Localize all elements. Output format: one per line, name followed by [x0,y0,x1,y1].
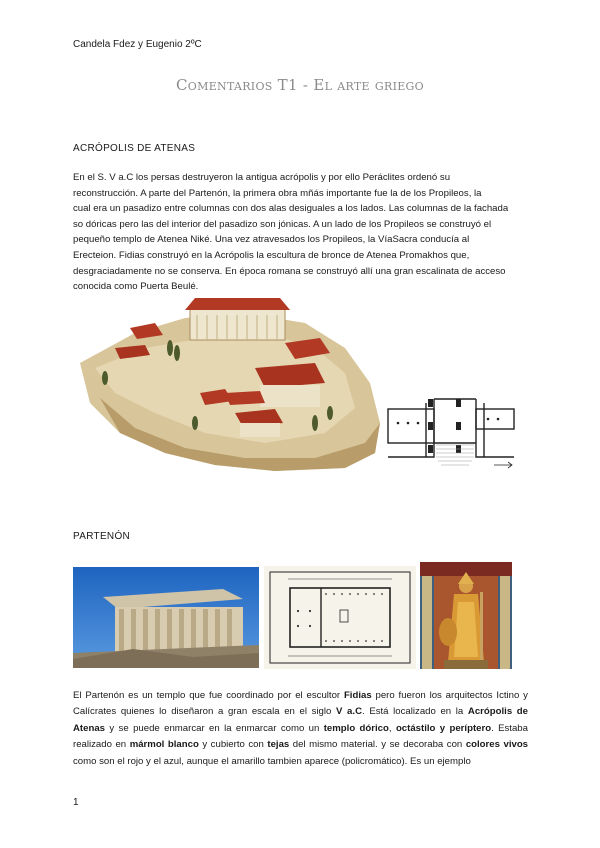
acropolis-illustration [75,293,380,473]
section-heading-partenon: PARTENÓN [73,531,131,542]
text-run: pero fueron los arquitectos Ictino y Calícrates quienes lo diseñaron a gran escala en el siglo [73,690,528,718]
text-run: del mismo material. y se decoraba con [289,739,466,751]
text-run-bold: V a.C [336,706,362,718]
text-run-bold: colores vivos [465,739,529,751]
propileos-floor-plan [386,397,517,469]
text-run: . Estaba realizado en [73,722,528,751]
section-heading-acropolis: ACRÓPOLIS DE ATENAS [73,143,196,154]
text-run-bold: Fidias [343,690,372,701]
paragraph-line: Erecteion. Fidias construyó en la Acrópolis la escultura de bronce de Atenea Promakhos que, [73,249,470,261]
text-run: como son el rojo y el azul, aunque el amarillo tambien aparece (policromático). Es un ejemplo [73,755,471,767]
paragraph-line: conocida como Puerta Beulé. [73,281,199,293]
parthenon-floor-plan [264,566,416,669]
text-run: . Está localizado en la [362,706,468,718]
paragraph-line: reconstrucción. A parte del Partenón, la primera obra mñás importante fue la de los Propileos, la [73,187,482,199]
paragraph-line: desgraciadamente no se conserva. En época romana se construyó allí una gran escalinata de acceso [73,265,506,277]
text-run: y se puede enmarcar en la enmarcar como un [105,722,324,734]
text-run-bold: mármol blanco [129,739,199,751]
page-number: 1 [73,797,79,808]
text-run-bold: templo dórico [323,722,389,734]
paragraph-line: En el S. V a.C los persas destruyeron la antigua acrópolis y por ello Peráclites ordenó su [73,172,451,183]
parthenon-photo [73,567,259,668]
paragraph-line: so dóricas pero las del interior del pasadizo son jónicas. A un lado de los Propileos se construyó el [73,218,492,230]
paragraph-line: pequeño templo de Atenea Niké. Una vez atravesados los Propileos, la VíaSacra conducía al [73,234,470,246]
page-header-author: Candela Fdez y Eugenio 2ºC [73,39,202,50]
page-title: Comentarios T1 - El arte griego [176,76,424,94]
text-run: El Partenón es un templo que fue coordinado por el escultor [73,690,344,701]
text-run: , [388,722,396,734]
text-run-bold: Acrópolis de Atenas [73,706,528,734]
acropolis-paragraph [73,170,528,295]
text-run-bold: tejas [267,739,290,751]
paragraph-line: cual era un pasadizo entre columnas con dos alas desiguales a los lados. Las columnas de la fachada [73,203,509,215]
partenon-paragraph [73,688,528,770]
text-run-bold: octástilo y períptero [395,722,492,734]
athena-parthenos-image [420,562,512,669]
text-run: y cubierto con [198,739,268,751]
